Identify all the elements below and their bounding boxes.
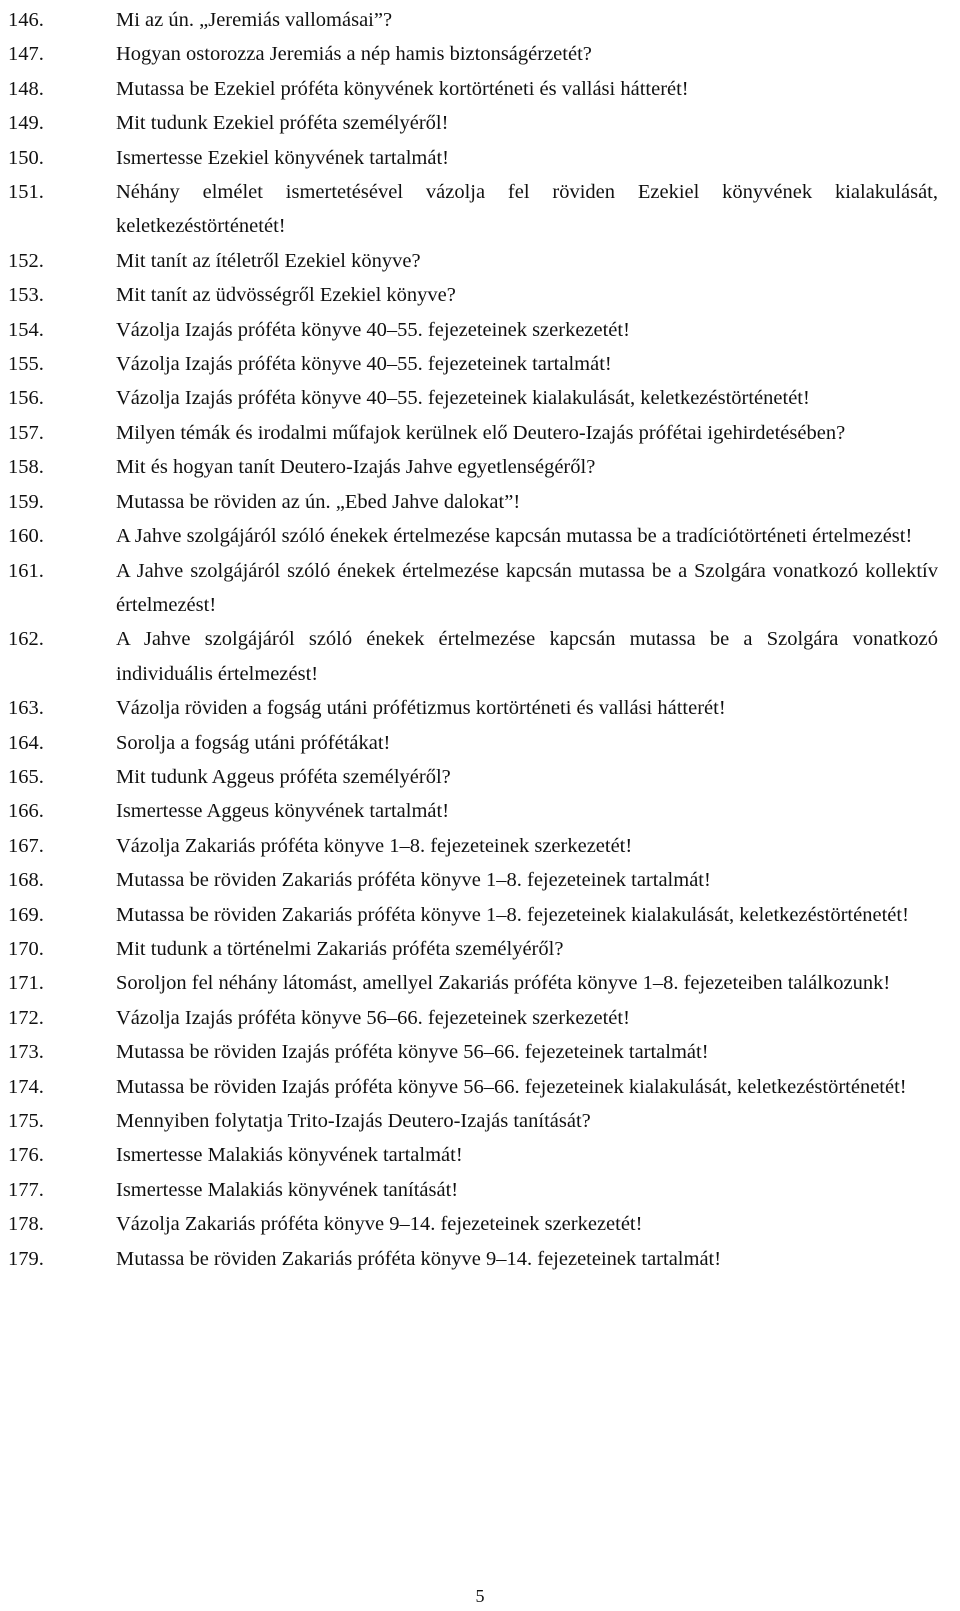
question-text: Mutassa be röviden Zakariás próféta könyve 9–14. fejezeteinek tartalmát! — [116, 1247, 722, 1270]
question-number: 177. — [8, 1178, 44, 1201]
question-item — [8, 1138, 938, 1172]
question-text: Vázolja Izajás próféta könyve 56–66. fejezeteinek szerkezetét! — [116, 1006, 630, 1029]
question-text: Mit tudunk a történelmi Zakariás próféta személyéről? — [116, 937, 564, 960]
question-item — [8, 3, 938, 37]
question-item — [8, 175, 938, 244]
question-item — [8, 829, 938, 863]
question-number: 176. — [8, 1144, 44, 1167]
question-item — [8, 554, 938, 623]
question-item — [8, 1035, 938, 1069]
question-number: 149. — [8, 112, 44, 135]
page-number: 5 — [475, 1586, 485, 1606]
question-number: 151. — [8, 181, 44, 204]
question-item — [8, 966, 938, 1000]
question-item — [8, 932, 938, 966]
question-number: 165. — [8, 765, 44, 788]
question-text: Ismertesse Malakiás könyvének tartalmát! — [116, 1144, 463, 1167]
question-text: Mennyiben folytatja Trito-Izajás Deutero-Izajás tanítását? — [116, 1110, 591, 1132]
question-text: Mit tanít az üdvösségről Ezekiel könyve? — [116, 284, 456, 307]
question-text: Mutassa be röviden Izajás próféta könyve 56–66. fejezeteinek tartalmát! — [116, 1041, 709, 1064]
question-item — [8, 1173, 938, 1207]
question-text: Mutassa be Ezekiel próféta könyvének kortörténeti és vallási hátterét! — [116, 77, 689, 100]
question-item — [8, 1207, 938, 1241]
question-item — [8, 347, 938, 381]
question-number: 167. — [8, 834, 44, 857]
question-item — [8, 37, 938, 71]
question-number: 172. — [8, 1006, 44, 1029]
question-text: A Jahve szolgájáról szóló énekek értelmezése kapcsán mutassa be a tradíciótörténeti értelmezést! — [116, 525, 913, 548]
question-item — [8, 794, 938, 828]
question-number: 170. — [8, 937, 44, 960]
question-number: 159. — [8, 490, 44, 513]
question-item — [8, 1070, 938, 1104]
question-number: 158. — [8, 456, 44, 479]
question-number: 152. — [8, 249, 44, 272]
question-text: A Jahve szolgájáról szóló énekek értelmezése kapcsán mutassa be a Szolgára vonatkozó individuális értelmezést! — [116, 628, 938, 685]
question-number: 154. — [8, 318, 44, 341]
question-number: 179. — [8, 1247, 44, 1270]
question-number: 178. — [8, 1213, 44, 1236]
question-text: Hogyan ostorozza Jeremiás a nép hamis biztonságérzetét? — [116, 43, 592, 66]
question-text: Mi az ún. „Jeremiás vallomásai”? — [116, 9, 393, 31]
question-number: 161. — [8, 559, 44, 582]
question-number: 148. — [8, 77, 44, 100]
question-text: Vázolja röviden a fogság utáni prófétizmus kortörténeti és vallási hátterét! — [116, 697, 726, 720]
question-item — [8, 313, 938, 347]
question-item — [8, 381, 938, 415]
question-item — [8, 485, 938, 519]
question-list — [8, 3, 938, 1276]
question-number: 156. — [8, 387, 44, 410]
question-text: Mit tudunk Ezekiel próféta személyéről! — [116, 112, 449, 135]
question-number: 175. — [8, 1110, 44, 1132]
question-text: Mutassa be röviden Izajás próféta könyve 56–66. fejezeteinek kialakulását, keletkezéstörténetét! — [116, 1075, 907, 1098]
question-number: 147. — [8, 43, 44, 66]
question-item — [8, 1104, 938, 1138]
question-number: 155. — [8, 353, 44, 376]
question-item — [8, 416, 938, 450]
question-item — [8, 898, 938, 932]
question-item — [8, 519, 938, 553]
question-number: 169. — [8, 903, 44, 926]
question-number: 157. — [8, 421, 44, 444]
question-text: Mit tanít az ítéletről Ezekiel könyve? — [116, 249, 421, 272]
question-number: 166. — [8, 800, 44, 823]
question-number: 168. — [8, 869, 44, 892]
question-text: Vázolja Izajás próféta könyve 40–55. fejezeteinek tartalmát! — [116, 353, 612, 376]
question-text: Mutassa be röviden Zakariás próféta könyve 1–8. fejezeteinek kialakulását, keletkezéstörténetét! — [116, 903, 909, 926]
question-item — [8, 760, 938, 794]
question-number: 174. — [8, 1075, 44, 1098]
question-item — [8, 622, 938, 691]
question-text: Ismertesse Ezekiel könyvének tartalmát! — [116, 146, 449, 169]
question-number: 163. — [8, 697, 44, 720]
question-number: 162. — [8, 628, 44, 651]
question-number: 150. — [8, 146, 44, 169]
question-number: 173. — [8, 1041, 44, 1064]
question-text: Ismertesse Malakiás könyvének tanítását! — [116, 1178, 459, 1201]
question-item — [8, 863, 938, 897]
question-text: Mutassa be röviden az ún. „Ebed Jahve dalokat”! — [116, 490, 521, 513]
question-item — [8, 450, 938, 484]
question-item — [8, 141, 938, 175]
question-text: Milyen témák és irodalmi műfajok kerülnek elő Deutero-Izajás prófétai igehirdetésében? — [116, 421, 846, 444]
question-text: Vázolja Izajás próféta könyve 40–55. fejezeteinek szerkezetét! — [116, 318, 630, 341]
question-item — [8, 72, 938, 106]
question-item — [8, 1001, 938, 1035]
question-text: Vázolja Izajás próféta könyve 40–55. fejezeteinek kialakulását, keletkezéstörténetét! — [116, 387, 810, 410]
question-number: 153. — [8, 284, 44, 307]
question-number: 146. — [8, 9, 44, 31]
question-item — [8, 244, 938, 278]
question-text: Mit tudunk Aggeus próféta személyéről? — [116, 765, 451, 788]
question-item — [8, 106, 938, 140]
question-number: 171. — [8, 972, 44, 995]
question-text: Vázolja Zakariás próféta könyve 1–8. fejezeteinek szerkezetét! — [116, 834, 633, 857]
question-text: Ismertesse Aggeus könyvének tartalmát! — [116, 800, 450, 823]
question-item — [8, 278, 938, 312]
question-item — [8, 726, 938, 760]
question-text: Néhány elmélet ismertetésével vázolja fel röviden Ezekiel könyvének kialakulását, keletkezéstörténetét! — [116, 181, 938, 238]
question-text: Sorolja a fogság utáni prófétákat! — [116, 731, 391, 754]
question-text: A Jahve szolgájáról szóló énekek értelmezése kapcsán mutassa be a Szolgára vonatkozó kollektív értelmezést! — [116, 559, 938, 616]
question-text: Vázolja Zakariás próféta könyve 9–14. fejezeteinek szerkezetét! — [116, 1213, 643, 1236]
question-item — [8, 691, 938, 725]
question-text: Mutassa be röviden Zakariás próféta könyve 1–8. fejezeteinek tartalmát! — [116, 869, 711, 892]
question-number: 164. — [8, 731, 44, 754]
question-text: Soroljon fel néhány látomást, amellyel Zakariás próféta könyve 1–8. fejezeteiben találkozunk! — [116, 972, 891, 995]
question-number: 160. — [8, 525, 44, 548]
question-item — [8, 1242, 938, 1276]
question-text: Mit és hogyan tanít Deutero-Izajás Jahve egyetlenségéről? — [116, 456, 596, 479]
